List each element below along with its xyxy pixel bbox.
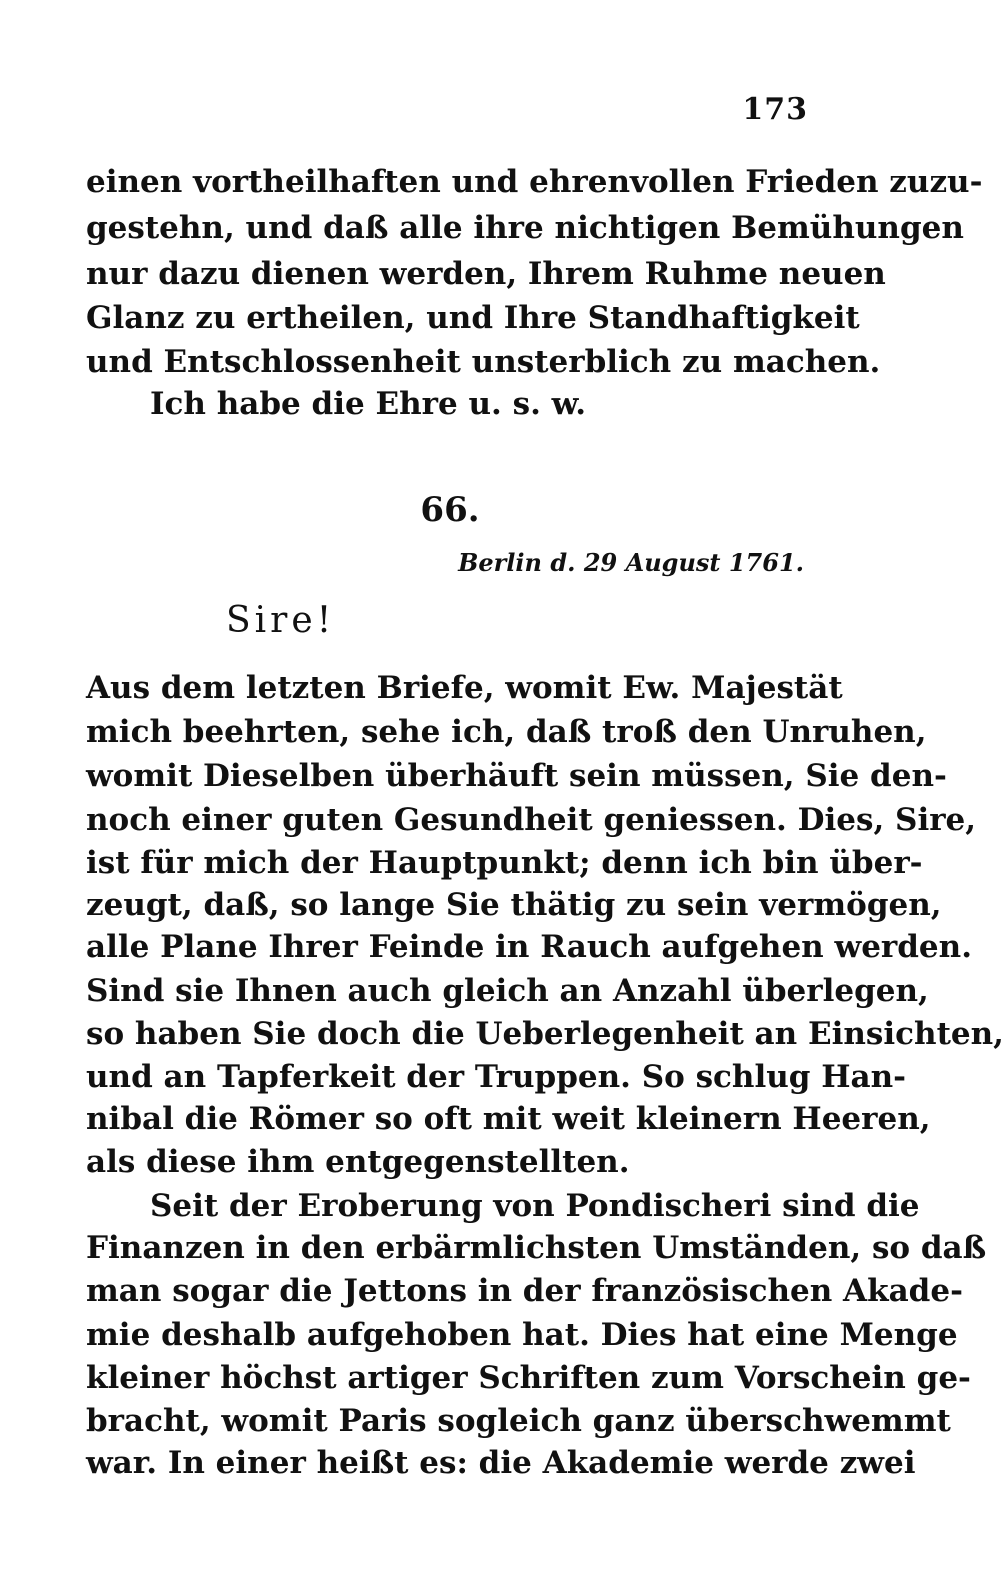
text-line: Finanzen in den erbärmlichsten Umständen, so daß	[86, 1230, 987, 1266]
text-line: noch einer guten Gesundheit geniessen. Dies, Sire,	[86, 802, 977, 838]
text-line: mich beehrten, sehe ich, daß troß den Unruhen,	[86, 714, 927, 750]
text-line: gestehn, und daß alle ihre nichtigen Bemühungen	[86, 210, 964, 246]
text-line: womit Dieselben überhäuft sein müssen, Sie den-	[86, 758, 947, 794]
page-number: 173	[742, 92, 808, 127]
dateline: Berlin d. 29 August 1761.	[458, 548, 804, 577]
text-line: Seit der Eroberung von Pondischeri sind die	[150, 1188, 920, 1224]
text-line: einen vortheilhaften und ehrenvollen Frieden zuzu-	[86, 164, 983, 200]
text-line: zeugt, daß, so lange Sie thätig zu sein vermögen,	[86, 887, 942, 923]
text-line: als diese ihm entgegenstellten.	[86, 1144, 630, 1180]
letter-number: 66.	[420, 490, 480, 530]
closing-formula: Ich habe die Ehre u. s. w.	[150, 386, 587, 422]
text-line: alle Plane Ihrer Feinde in Rauch aufgehen werden.	[86, 929, 972, 965]
text-line: nibal die Römer so oft mit weit kleinern Heeren,	[86, 1101, 931, 1137]
text-line: kleiner höchst artiger Schriften zum Vorschein ge-	[86, 1360, 971, 1396]
text-line: mie deshalb aufgehoben hat. Dies hat eine Menge	[86, 1317, 958, 1353]
text-line: Glanz zu ertheilen, und Ihre Standhaftigkeit	[86, 300, 860, 336]
text-line: so haben Sie doch die Ueberlegenheit an Einsichten,	[86, 1016, 1004, 1052]
text-line: ist für mich der Hauptpunkt; denn ich bin über-	[86, 845, 923, 881]
salutation: Sire!	[226, 600, 336, 641]
text-line: und Entschlossenheit unsterblich zu machen.	[86, 344, 881, 380]
text-line: Aus dem letzten Briefe, womit Ew. Majestät	[86, 670, 843, 706]
text-line: bracht, womit Paris sogleich ganz überschwemmt	[86, 1403, 951, 1439]
text-line: man sogar die Jettons in der französischen Akade-	[86, 1273, 963, 1309]
text-line: und an Tapferkeit der Truppen. So schlug Han-	[86, 1059, 907, 1095]
text-line: Sind sie Ihnen auch gleich an Anzahl überlegen,	[86, 973, 929, 1009]
text-line: war. In einer heißt es: die Akademie werde zwei	[86, 1445, 916, 1481]
text-line: nur dazu dienen werden, Ihrem Ruhme neuen	[86, 256, 886, 292]
